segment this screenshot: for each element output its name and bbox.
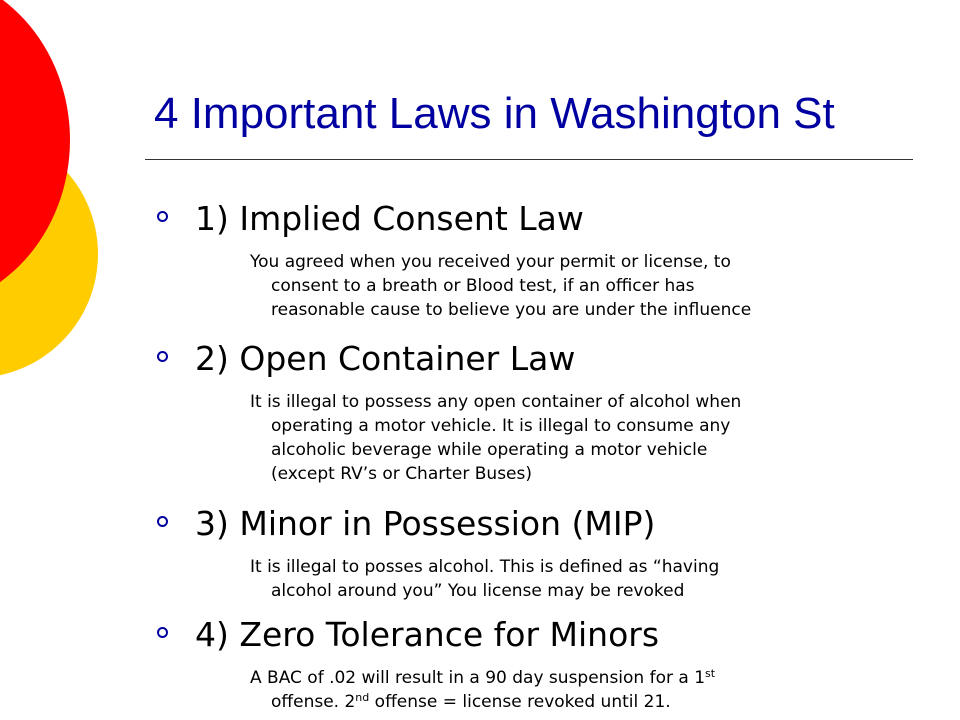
description-line: (except RV’s or Charter Buses) (271, 464, 533, 484)
description-text: offense. 2 (271, 692, 356, 712)
ordinal-suffix: nd (355, 691, 370, 704)
slide-title: 4 Important Laws in Washington St (154, 89, 835, 138)
law-description (250, 390, 890, 486)
description-line (271, 690, 890, 714)
law-description (250, 555, 890, 603)
description-line: consent to a breath or Blood test, if an officer has (271, 276, 695, 296)
description-line: It is illegal to posses alcohol. This is defined as “having (250, 557, 720, 577)
law-description (250, 666, 890, 714)
law-heading: 4) Zero Tolerance for Minors (195, 615, 660, 654)
description-line: reasonable cause to believe you are under the influence (271, 300, 752, 320)
hollow-circle-bullet-icon (157, 516, 168, 527)
law-heading: 2) Open Container Law (195, 339, 576, 378)
description-line (250, 666, 890, 690)
law-heading: 3) Minor in Possession (MIP) (195, 504, 656, 543)
description-text: A BAC of .02 will result in a 90 day suspension for a 1 (250, 668, 706, 688)
description-text: offense = license revoked until 21. (369, 692, 671, 712)
description-line: You agreed when you received your permit or license, to (250, 252, 731, 272)
ordinal-suffix: st (705, 667, 716, 680)
hollow-circle-bullet-icon (157, 627, 168, 638)
law-description (250, 250, 890, 322)
description-line: alcoholic beverage while operating a motor vehicle (271, 440, 708, 460)
description-line: It is illegal to possess any open container of alcohol when (250, 392, 742, 412)
description-line: operating a motor vehicle. It is illegal to consume any (271, 416, 731, 436)
description-line: alcohol around you” You license may be revoked (271, 581, 685, 601)
law-heading: 1) Implied Consent Law (195, 199, 584, 238)
hollow-circle-bullet-icon (157, 351, 168, 362)
hollow-circle-bullet-icon (157, 211, 168, 222)
